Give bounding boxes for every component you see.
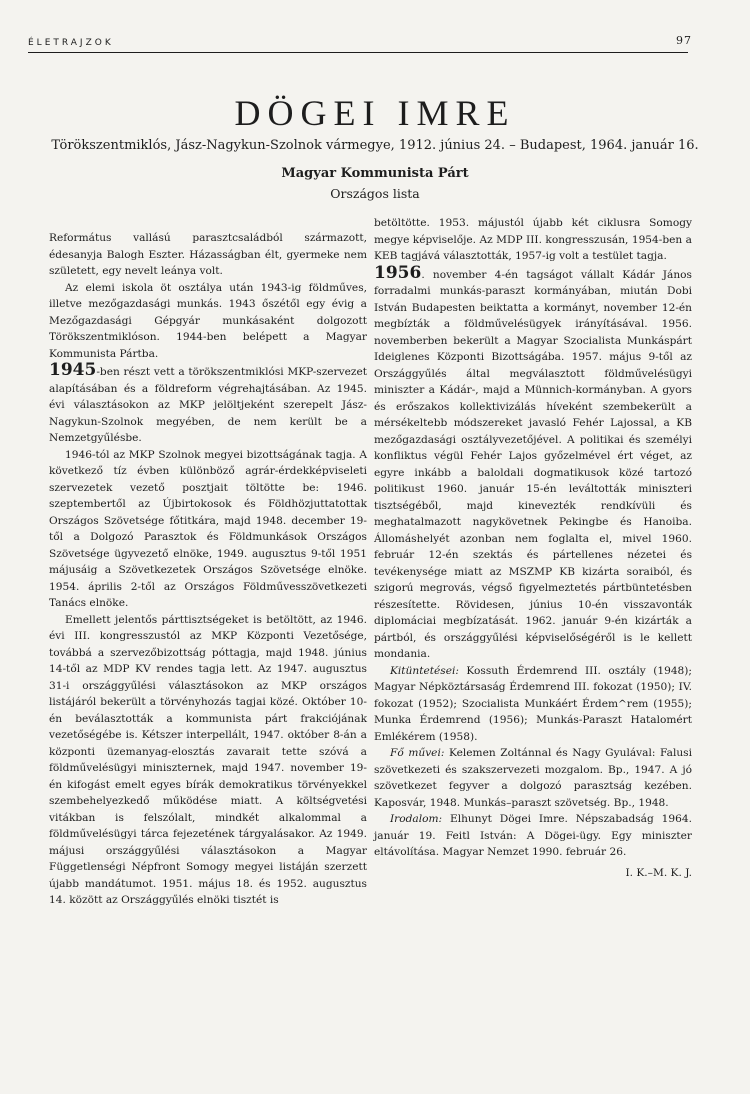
header-rule xyxy=(28,52,688,53)
author-signature: I. K.–M. K. J. xyxy=(625,866,692,879)
paragraph-1953: betöltötte. 1953. májustól újabb két ciklusra Somogy megye képviselője. Az MDP III. kongresszusán, 1954-ben a KEB tagjává választották, 1957-ig volt a testület tagja. xyxy=(374,217,692,262)
page-number: 97 xyxy=(676,34,692,47)
paragraph-literature: Irodalom: Elhunyt Dögei Imre. Népszabadság 1964. január 19. Feitl István: A Dögei-ügy. Egy miniszter eltávolítása. Magyar Nemzet 1990. február 26. xyxy=(374,813,692,858)
year-1956: 1956 xyxy=(374,262,422,283)
paragraph-1945: 1945-ben részt vett a törökszentmiklósi MKP-szervezet alapításában és a földreform végrehajtásában. Az 1945. évi választásokon az MKP jelöltjeként szerepelt Jász-Nagykun-Szolnok megyében, de nem került be a Nemzetgyűlésbe. xyxy=(49,360,367,444)
party-name: Magyar Kommunista Párt xyxy=(281,166,469,181)
paragraph-family: Református vallású parasztcsaládból származott, édesanyja Balogh Eszter. Házasságban élt, gyermeke nem született, egy nevelt leánya volt. xyxy=(49,232,367,277)
paragraph-1946: 1946-tól az MKP Szolnok megyei bizottságának tagja. A következő tíz évben különböző agrár-érdekképviseleti szervezetek vezető posztjait töltötte be: 1946. szeptembertől az Újbirtokosok és Földhözjuttatottak Országos Szövetsége főtitkára, majd 1948. december 19-től a Dolgozó Parasztok és Földmunkások Országos Szövetsége ügyvezető elnöke, 1949. augusztus 9-től 1951 májusáig a Szövetkezetek Országos Szövetsége elnöke. 1954. április 2-től az Országos Földművesszövetkezeti Tanács elnöke. xyxy=(49,448,367,609)
birth-death-line: Törökszentmiklós, Jász-Nagykun-Szolnok vármegye, 1912. június 24. – Budapest, 1964. január 16. xyxy=(51,138,699,153)
paragraph-early-life: Az elemi iskola öt osztálya után 1943-ig földműves, illetve mezőgazdasági munkás. 1943 őszétől egy évig a Mezőgazdasági Gépgyár munkásaként dolgozott Törökszentmiklóson. 1944-ben belépett a Magyar Kommunista Pártba. xyxy=(49,281,367,360)
right-column xyxy=(374,215,692,881)
year-1945: 1945 xyxy=(49,360,97,380)
running-header: ÉLETRAJZOK xyxy=(28,38,114,48)
list-name: Országos lista xyxy=(330,186,420,201)
page-title: DÖGEI IMRE xyxy=(234,93,516,133)
paragraph-works: Fő művei: Kelemen Zoltánnal és Nagy Gyulával: Falusi szövetkezeti és szakszervezeti mozgalom. Bp., 1947. A jó szövetkezet fegyver a dolgozó parasztság kezében. Kaposvár, 1948. Munkás–paraszt szövetség. Bp., 1948. xyxy=(374,747,692,809)
paragraph-awards: Kitüntetései: Kossuth Érdemrend III. osztály (1948); Magyar Népköztársaság Érdemrend III. fokozat (1950); IV. fokozat (1952); Szocialista Munkáért Érdem^rem (1955); Munka Érdemrend (1956); Munkás-Paraszt Hatalomért Emlékérem (1958). xyxy=(374,664,692,743)
left-column xyxy=(49,230,367,909)
paragraph-party-roles: Emellett jelentős párttisztségeket is betöltött, az 1946. évi III. kongresszustól az MKP Központi Vezetősége, továbbá a szervezőbizottság póttagja, majd 1948. június 14-től az MDP KV rendes tagja lett. Az 1947. augusztus 31-i országgyűlési választásokon az MKP országos listájáról bekerült a törvényhozás tagjai közé. Október 10-én beválasztották a kommunista párt frakciójának vezetőségébe is. Kétszer interpellált, 1947. október 8-án a központi üzemanyag-elosztás zavarait tette szóvá a földművelésügyi miniszternek, majd 1947. november 19-én kifogást emelt egyes bírák demokratikus törvényekkel szembehelyezkedő működése miatt. A költségvetési vitákban is felszólalt, mindkét alkalommal a földművelésügyi tárca fejezetének tárgyalásakor. Az 1949. májusi országgyűlési választásokon a Magyar Függetlenségi Népfront Somogy megyei listáján szerzett újabb mandátumot. 1951. május 18. és 1952. augusztus 14. között az Országgyűlés elnöki tisztét is xyxy=(49,613,367,906)
paragraph-1956: 1956. november 4-én tagságot vállalt Kádár János forradalmi munkás-paraszt kormányában, miután Dobi István Budapesten beiktatta a kormányt, november 12-én megbízták a földművelésügyek irányításával. 1956. novemberben bekerült a Magyar Szocialista Munkáspárt Ideiglenes Központi Bizottságába. 1957. május 9-től az Országgyűlés által megválasztott földművelésügyi miniszter a Kádár-, majd a Münnich-kormányban. A gyors és erőszakos kollektivizálás híveként szembekerült a mérsékeltebb módszereket javasló Fehér Lajossal, a KB mezőgazdasági osztályvezetőjével. A politikai és személyi konfliktus végül Fehér Lajos győzelmével ért véget, az egyre inkább a baloldali dogmatikusok közé tartozó politikust 1960. január 15-én leváltották miniszteri tisztségéből, majd kinevezték rendkívüli és meghatalmazott nagykövetnek Pekingbe és Hanoiba. Állomáshelyét azonban nem foglalta el, mivel 1960. február 12-én szektás és pártellenes nézetei és tevékenysége miatt az MSZMP KB kizárta soraiból, és szigorú megrovás, végső figyelmeztetés pártbüntetésben részesítette. Rövidesen, június 10-én visszavonták diplomáciai megbízatását. 1962. január 9-én kizárták a pártból, és országgyűlési képviselőségéről is le kellett mondania. xyxy=(374,262,692,660)
